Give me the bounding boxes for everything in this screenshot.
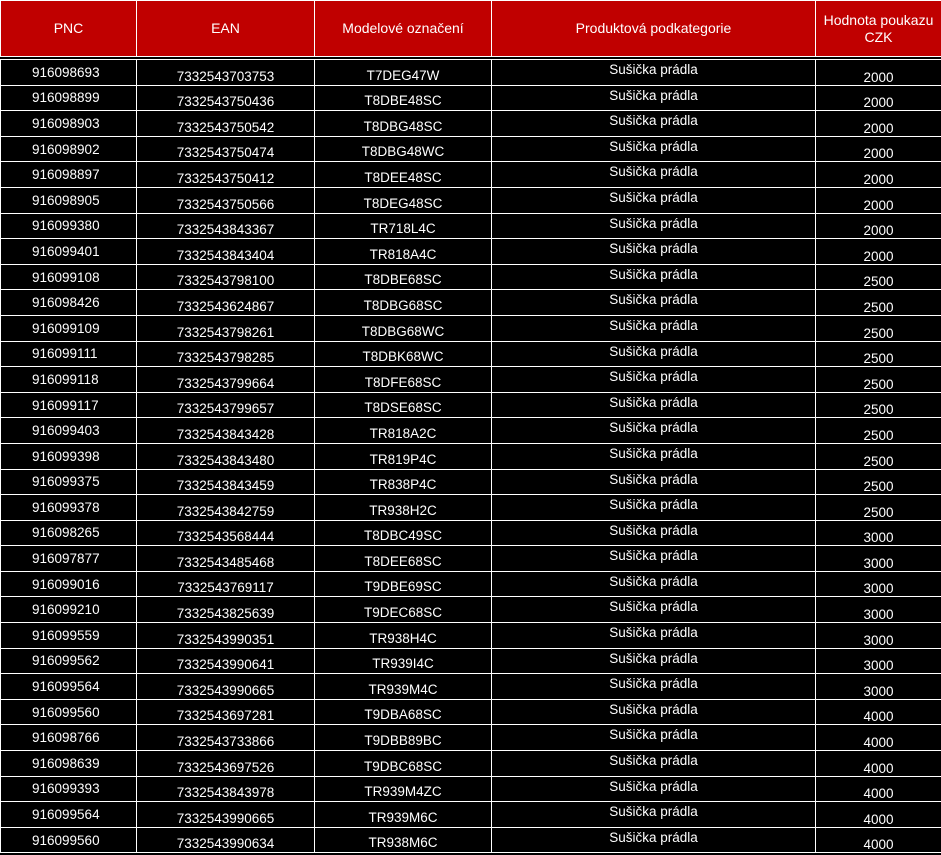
category-cell: Sušička prádla [492,60,816,86]
pnc-cell: 916098903 [1,111,137,137]
table-row [1,520,941,546]
value-cell: 2000 [816,187,941,213]
table-row [1,648,941,674]
pnc-cell: 916098693 [1,60,137,86]
table-row [1,315,941,341]
ean-cell: 7332543990351 [137,623,315,649]
table-row [1,827,941,853]
model-cell: T8DBE48SC [315,85,492,111]
model-cell: TR938M6C [315,827,492,853]
pnc-cell: 916098905 [1,187,137,213]
table-row [1,187,941,213]
model-cell: TR818A2C [315,418,492,444]
ean-cell: 7332543769117 [137,571,315,597]
model-cell: T8DBE68SC [315,264,492,290]
category-cell: Sušička prádla [492,136,816,162]
ean-cell: 7332543798261 [137,315,315,341]
ean-cell: 7332543799664 [137,367,315,393]
model-cell: T9DBE69SC [315,571,492,597]
ean-cell: 7332543990665 [137,802,315,828]
ean-cell: 7332543990641 [137,648,315,674]
table-row [1,546,941,572]
category-cell: Sušička prádla [492,341,816,367]
ean-cell: 7332543990665 [137,674,315,700]
value-cell: 3000 [816,520,941,546]
pnc-cell: 916098265 [1,520,137,546]
header-model: Modelové označení [315,1,492,57]
model-cell: TR838P4C [315,469,492,495]
category-cell: Sušička prádla [492,699,816,725]
ean-cell: 7332543843978 [137,776,315,802]
category-cell: Sušička prádla [492,802,816,828]
pnc-cell: 916098766 [1,725,137,751]
category-cell: Sušička prádla [492,315,816,341]
category-cell: Sušička prádla [492,623,816,649]
pnc-cell: 916099560 [1,827,137,853]
ean-cell: 7332543568444 [137,520,315,546]
model-cell: TR939M6C [315,802,492,828]
model-cell: TR939M4ZC [315,776,492,802]
model-cell: T8DEE68SC [315,546,492,572]
table-row [1,85,941,111]
value-cell: 2000 [816,111,941,137]
value-cell: 2500 [816,469,941,495]
model-cell: TR818A4C [315,239,492,265]
category-cell: Sušička prádla [492,418,816,444]
model-cell: TR718L4C [315,213,492,239]
table-row [1,443,941,469]
header-pnc: PNC [1,1,137,57]
category-cell: Sušička prádla [492,111,816,137]
table-row [1,136,941,162]
pnc-cell: 916098897 [1,162,137,188]
value-cell: 2500 [816,290,941,316]
model-cell: T9DBC68SC [315,751,492,777]
pnc-cell: 916099210 [1,597,137,623]
table-header [1,1,941,57]
model-cell: TR938H4C [315,623,492,649]
pnc-cell: 916099398 [1,443,137,469]
value-cell: 2500 [816,495,941,521]
ean-cell: 7332543697281 [137,699,315,725]
table-row [1,60,941,86]
table-row [1,290,941,316]
model-cell: TR939I4C [315,648,492,674]
value-cell: 3000 [816,597,941,623]
value-cell: 2500 [816,443,941,469]
table-row [1,751,941,777]
pnc-cell: 916099403 [1,418,137,444]
ean-cell: 7332543750542 [137,111,315,137]
table-body [1,57,941,853]
value-cell: 3000 [816,648,941,674]
header-category: Produktová podkategorie [492,1,816,57]
pnc-cell: 916099016 [1,571,137,597]
model-cell: T8DBC49SC [315,520,492,546]
table-row [1,341,941,367]
model-cell: T8DBK68WC [315,341,492,367]
value-cell: 2000 [816,162,941,188]
table-row [1,213,941,239]
category-cell: Sušička prádla [492,674,816,700]
category-cell: Sušička prádla [492,443,816,469]
pnc-cell: 916099401 [1,239,137,265]
pnc-cell: 916099109 [1,315,137,341]
ean-cell: 7332543697526 [137,751,315,777]
ean-cell: 7332543990634 [137,827,315,853]
table-row [1,367,941,393]
value-cell: 4000 [816,699,941,725]
value-cell: 2000 [816,85,941,111]
pnc-cell: 916099393 [1,776,137,802]
pnc-cell: 916099564 [1,674,137,700]
category-cell: Sušička prádla [492,495,816,521]
table-row [1,239,941,265]
ean-cell: 7332543750566 [137,187,315,213]
table-row [1,699,941,725]
ean-cell: 7332543624867 [137,290,315,316]
category-cell: Sušička prádla [492,751,816,777]
value-cell: 4000 [816,725,941,751]
pnc-cell: 916099118 [1,367,137,393]
table-row [1,162,941,188]
value-cell: 2000 [816,136,941,162]
category-cell: Sušička prádla [492,546,816,572]
pnc-cell: 916099108 [1,264,137,290]
value-cell: 4000 [816,751,941,777]
header-ean: EAN [137,1,315,57]
ean-cell: 7332543798100 [137,264,315,290]
category-cell: Sušička prádla [492,264,816,290]
ean-cell: 7332543799657 [137,392,315,418]
pnc-cell: 916099380 [1,213,137,239]
ean-cell: 7332543843459 [137,469,315,495]
category-cell: Sušička prádla [492,162,816,188]
table-row [1,264,941,290]
model-cell: T9DBB89BC [315,725,492,751]
table-row [1,623,941,649]
table-row [1,392,941,418]
value-cell: 2500 [816,264,941,290]
model-cell: T9DEC68SC [315,597,492,623]
value-cell: 3000 [816,546,941,572]
value-cell: 2500 [816,315,941,341]
table-row [1,725,941,751]
table-row [1,776,941,802]
model-cell: TR939M4C [315,674,492,700]
model-cell: T8DBG48SC [315,111,492,137]
ean-cell: 7332543842759 [137,495,315,521]
table-row [1,495,941,521]
ean-cell: 7332543843480 [137,443,315,469]
value-cell: 3000 [816,623,941,649]
value-cell: 4000 [816,827,941,853]
table-row [1,418,941,444]
model-cell: T8DFE68SC [315,367,492,393]
value-cell: 2500 [816,341,941,367]
ean-cell: 7332543843404 [137,239,315,265]
ean-cell: 7332543825639 [137,597,315,623]
pnc-cell: 916099375 [1,469,137,495]
pnc-cell: 916098426 [1,290,137,316]
pnc-cell: 916098899 [1,85,137,111]
category-cell: Sušička prádla [492,213,816,239]
value-cell: 4000 [816,802,941,828]
value-cell: 4000 [816,776,941,802]
model-cell: T9DBA68SC [315,699,492,725]
model-cell: T8DBG48WC [315,136,492,162]
pnc-cell: 916099378 [1,495,137,521]
ean-cell: 7332543750412 [137,162,315,188]
model-cell: T8DBG68WC [315,315,492,341]
value-cell: 3000 [816,674,941,700]
value-cell: 2500 [816,418,941,444]
ean-cell: 7332543703753 [137,60,315,86]
category-cell: Sušička prádla [492,187,816,213]
value-cell: 2000 [816,239,941,265]
model-cell: T8DEE48SC [315,162,492,188]
category-cell: Sušička prádla [492,648,816,674]
model-cell: T8DSE68SC [315,392,492,418]
pnc-cell: 916099111 [1,341,137,367]
header-value: Hodnota poukazu CZK [816,1,941,57]
model-cell: T7DEG47W [315,60,492,86]
category-cell: Sušička prádla [492,597,816,623]
category-cell: Sušička prádla [492,776,816,802]
table-row [1,802,941,828]
table-row [1,571,941,597]
category-cell: Sušička prádla [492,469,816,495]
pnc-cell: 916099562 [1,648,137,674]
ean-cell: 7332543485468 [137,546,315,572]
pnc-cell: 916099559 [1,623,137,649]
model-cell: T8DBG68SC [315,290,492,316]
pnc-cell: 916099117 [1,392,137,418]
model-cell: TR819P4C [315,443,492,469]
category-cell: Sušička prádla [492,827,816,853]
category-cell: Sušička prádla [492,392,816,418]
ean-cell: 7332543733866 [137,725,315,751]
ean-cell: 7332543843367 [137,213,315,239]
category-cell: Sušička prádla [492,239,816,265]
table-row [1,111,941,137]
category-cell: Sušička prádla [492,367,816,393]
table-row [1,597,941,623]
pnc-cell: 916099560 [1,699,137,725]
ean-cell: 7332543843428 [137,418,315,444]
pnc-cell: 916099564 [1,802,137,828]
category-cell: Sušička prádla [492,571,816,597]
value-cell: 2000 [816,213,941,239]
value-cell: 2500 [816,392,941,418]
ean-cell: 7332543798285 [137,341,315,367]
ean-cell: 7332543750474 [137,136,315,162]
table-row [1,469,941,495]
category-cell: Sušička prádla [492,85,816,111]
model-cell: T8DEG48SC [315,187,492,213]
value-cell: 3000 [816,571,941,597]
category-cell: Sušička prádla [492,290,816,316]
table-row [1,674,941,700]
category-cell: Sušička prádla [492,725,816,751]
category-cell: Sušička prádla [492,520,816,546]
value-cell: 2000 [816,60,941,86]
pnc-cell: 916097877 [1,546,137,572]
pnc-cell: 916098902 [1,136,137,162]
model-cell: TR938H2C [315,495,492,521]
ean-cell: 7332543750436 [137,85,315,111]
pnc-cell: 916098639 [1,751,137,777]
value-cell: 2500 [816,367,941,393]
